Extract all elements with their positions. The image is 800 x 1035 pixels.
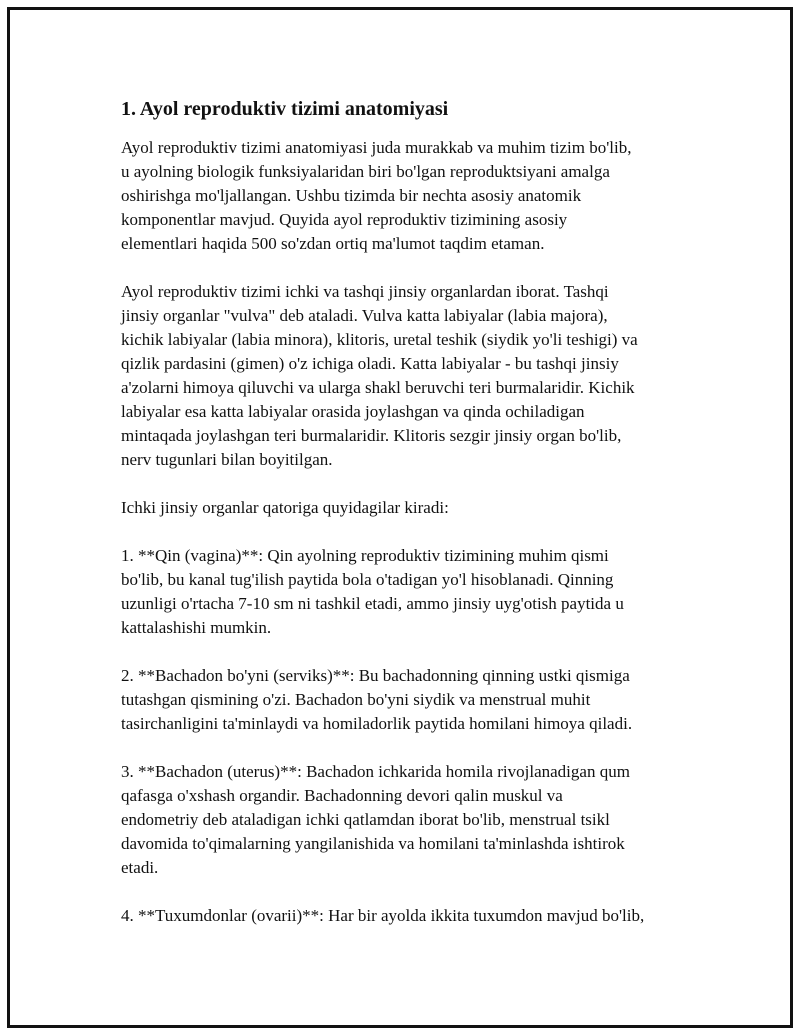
text-line: 2. **Bachadon bo'yni (serviks)**: Bu bachadonning qinning ustki qismiga (121, 666, 630, 685)
section-heading: 1. Ayol reproduktiv tizimi anatomiyasi (121, 98, 449, 120)
text-line: etadi. (121, 858, 159, 877)
text-line: kattalashishi mumkin. (121, 618, 272, 637)
text-line: u ayolning biologik funksiyalaridan biri bo'lgan reproduktsiyani amalga (121, 162, 610, 181)
text-line: bo'lib, bu kanal tug'ilish paytida bola o'tadigan yo'l hisoblanadi. Qinning (121, 570, 614, 589)
text-line: kichik labiyalar (labia minora), klitoris, uretal teshik (siydik yo'li teshigi) va (121, 330, 638, 349)
document-body (121, 95, 701, 952)
text-line: oshirishga mo'ljallangan. Ushbu tizimda bir nechta asosiy anatomik (121, 186, 582, 205)
text-line: 3. **Bachadon (uterus)**: Bachadon ichkarida homila rivojlanadigan qum (121, 762, 630, 781)
list-item-ovaries (121, 904, 701, 928)
text-line: komponentlar mavjud. Quyida ayol reproduktiv tizimining asosiy (121, 210, 568, 229)
paragraph-external-organs (121, 280, 701, 472)
text-line: a'zolarni himoya qiluvchi va ularga shakl beruvchi teri burmalaridir. Kichik (121, 378, 635, 397)
text-line: Ayol reproduktiv tizimi anatomiyasi juda murakkab va muhim tizim bo'lib, (121, 138, 632, 157)
text-line: 1. **Qin (vagina)**: Qin ayolning reproduktiv tizimining muhim qismi (121, 546, 609, 565)
text-line: tutashgan qismining o'zi. Bachadon bo'yni siydik va menstrual muhit (121, 690, 591, 709)
text-line: qafasga o'xshash organdir. Bachadonning devori qalin muskul va (121, 786, 563, 805)
text-line: elementlari haqida 500 so'zdan ortiq ma'lumot taqdim etaman. (121, 234, 545, 253)
text-line: 4. **Tuxumdonlar (ovarii)**: Har bir ayolda ikkita tuxumdon mavjud bo'lib, (121, 906, 645, 925)
text-line: mintaqada joylashgan teri burmalaridir. Klitoris sezgir jinsiy organ bo'lib, (121, 426, 622, 445)
list-item-vagina (121, 544, 701, 640)
text-line: Ayol reproduktiv tizimi ichki va tashqi jinsiy organlardan iborat. Tashqi (121, 282, 609, 301)
text-line: endometriy deb ataladigan ichki qatlamdan iborat bo'lib, menstrual tsikl (121, 810, 610, 829)
text-line: labiyalar esa katta labiyalar orasida joylashgan va qinda ochiladigan (121, 402, 585, 421)
text-line: davomida to'qimalarning yangilanishida va homilani ta'minlashda ishtirok (121, 834, 625, 853)
text-line: tasirchanligini ta'minlaydi va homiladorlik paytida homilani himoya qiladi. (121, 714, 633, 733)
list-item-cervix (121, 664, 701, 736)
text-line: jinsiy organlar "vulva" deb ataladi. Vulva katta labiyalar (labia majora), (121, 306, 608, 325)
page-frame (7, 7, 793, 1028)
text-line: Ichki jinsiy organlar qatoriga quyidagilar kiradi: (121, 498, 449, 517)
text-line: qizlik pardasini (gimen) o'z ichiga oladi. Katta labiyalar - bu tashqi jinsiy (121, 354, 619, 373)
paragraph-intro (121, 136, 701, 256)
list-item-uterus (121, 760, 701, 880)
text-line: uzunligi o'rtacha 7-10 sm ni tashkil etadi, ammo jinsiy uyg'otish paytida u (121, 594, 624, 613)
text-line: nerv tugunlari bilan boyitilgan. (121, 450, 333, 469)
paragraph-internal-intro (121, 496, 701, 520)
